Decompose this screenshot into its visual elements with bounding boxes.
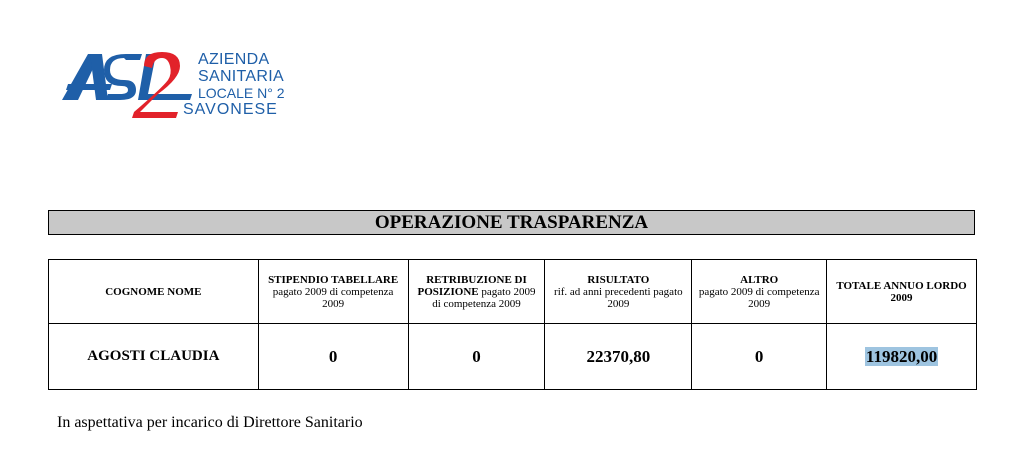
asl2-emblem-icon [60,50,200,122]
header-altro: ALTRO pagato 2009 di competenza 2009 [692,260,827,324]
logo-line-sanitaria: SANITARIA [198,68,284,85]
asl2-logo [60,50,310,122]
cell-totale [827,324,977,390]
cell-name: AGOSTI CLAUDIA [49,324,259,390]
logo-text [198,52,285,100]
header-retribuzione: RETRIBUZIONE DI POSIZIONE pagato 2009 di competenza 2009 [408,260,545,324]
note-text: In aspettativa per incarico di Direttore Sanitario [57,414,363,431]
logo-line-azienda: AZIENDA [198,51,270,68]
header-stipendio: STIPENDIO TABELLARE pagato 2009 di competenza 2009 [258,260,408,324]
logo-line-locale: LOCALE N° 2 [198,85,285,101]
header-totale: TOTALE ANNUO LORDO 2009 [827,260,977,324]
cell-stipendio: 0 [258,324,408,390]
cell-altro: 0 [692,324,827,390]
highlighted-total[interactable]: 119820,00 [865,346,938,366]
cell-risultato: 22370,80 [545,324,692,390]
table-row [49,324,977,390]
header-name: COGNOME NOME [49,260,259,324]
table-header-row [49,260,977,324]
cell-retribuzione: 0 [408,324,545,390]
logo-line-savonese: SAVONESE [183,101,278,118]
title-banner: OPERAZIONE TRASPARENZA [48,210,975,235]
header-risultato: RISULTATO rif. ad anni precedenti pagato 2009 [545,260,692,324]
salary-table [48,259,977,390]
